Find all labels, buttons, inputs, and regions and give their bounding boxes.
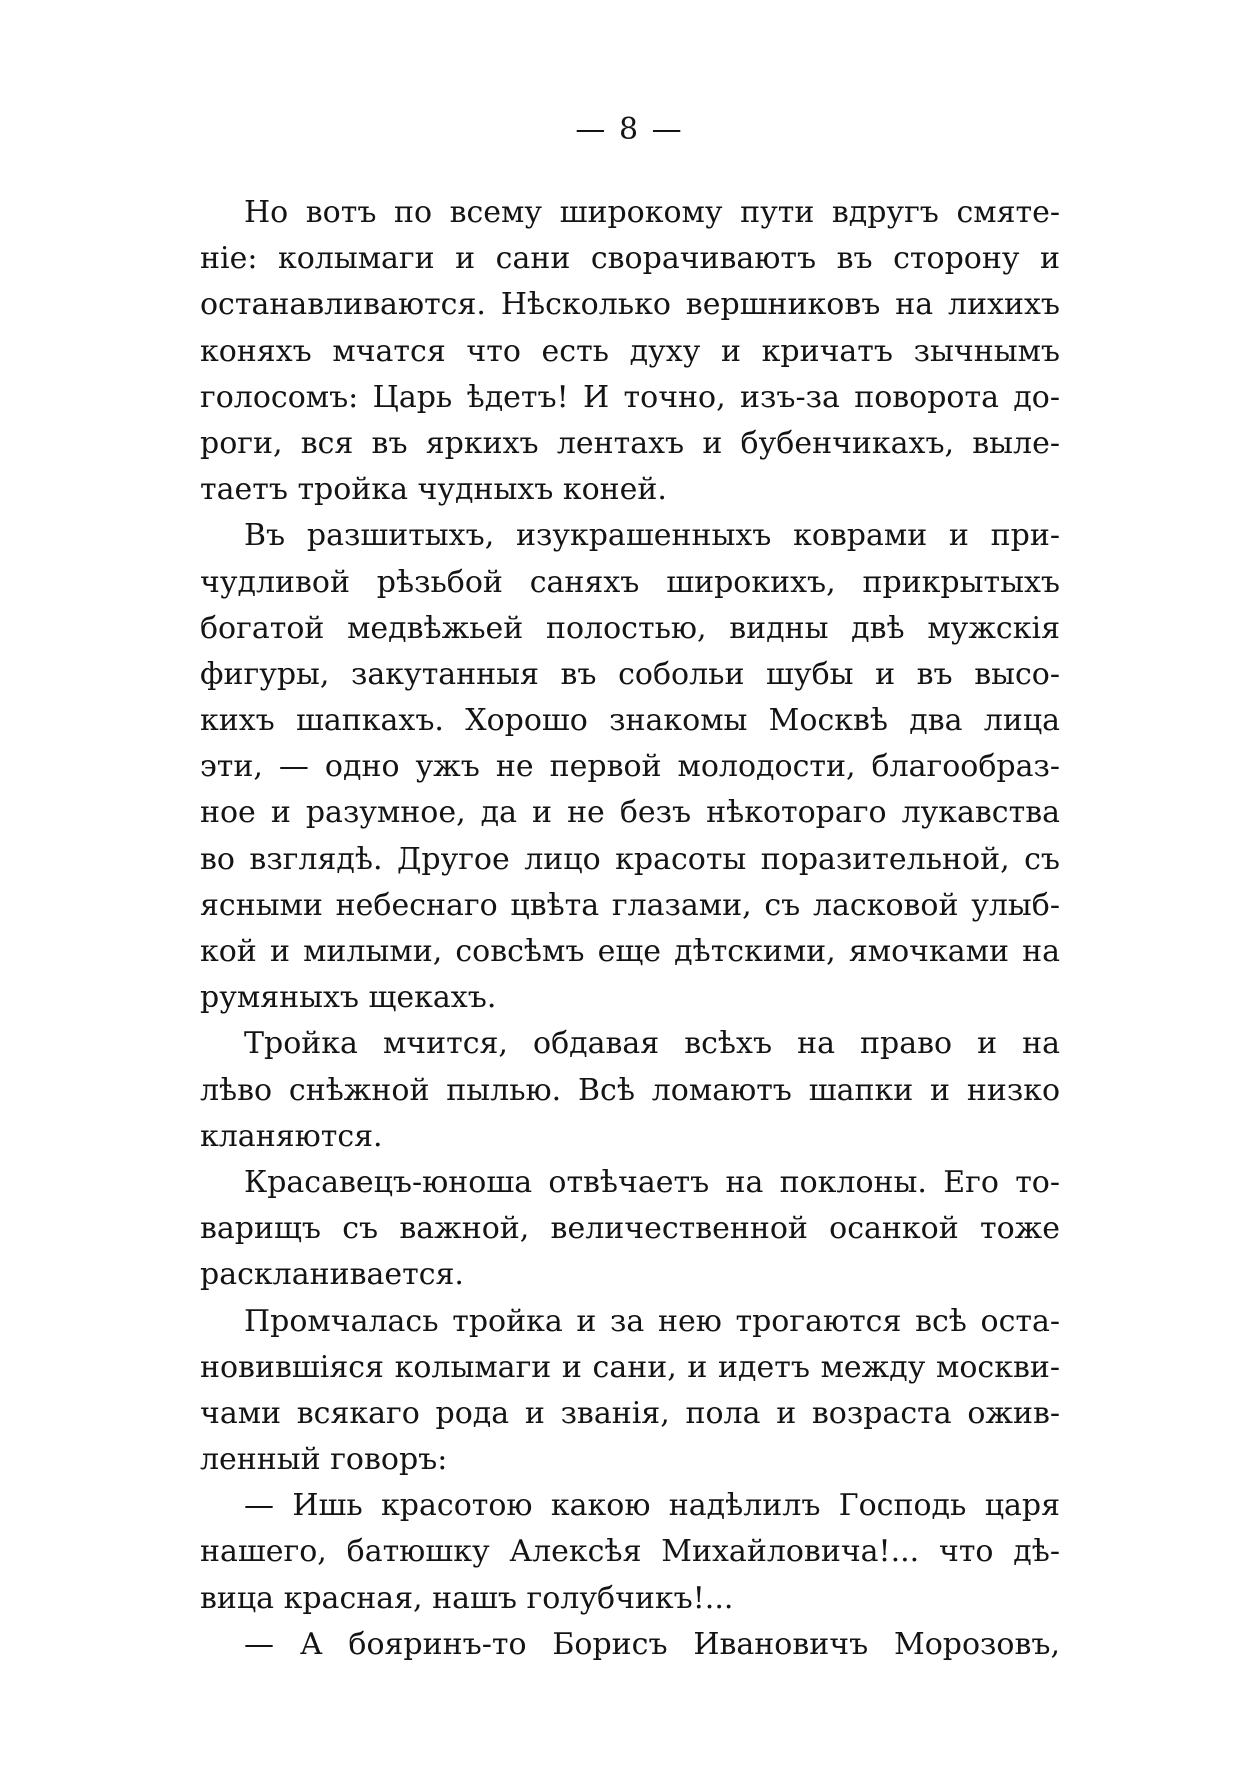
text-line: Промчалась тройка и за нею трогаются всѣ оста- (244, 1303, 1060, 1339)
text-line: румяныхъ щекахъ. (200, 980, 497, 1016)
paragraph (200, 1021, 1060, 1160)
text-line: коняхъ мчатся что есть духу и кричатъ зычнымъ (200, 333, 1060, 369)
text-line: кой и милыми, совсѣмъ еще дѣтскими, ямочками на (200, 934, 1060, 969)
text-line: чами всякаго рода и званія, пола и возраста ожив- (200, 1395, 1060, 1431)
text-line: Въ разшитыхъ, изукрашенныхъ коврами и при- (244, 518, 1060, 554)
text-line: нашего, батюшку Алексѣя Михайловича!... что дѣ- (200, 1534, 1060, 1570)
paragraph (200, 1160, 1060, 1299)
text-line: кланяются. (200, 1118, 383, 1154)
text-line: новившіяся колымаги и сани, и идетъ между москви- (200, 1349, 1060, 1385)
text-line: ленный говоръ: (200, 1442, 448, 1478)
text-line: богатой медвѣжьей полостью, видны двѣ мужскія (200, 610, 1060, 646)
text-line: вица красная, нашъ голубчикъ!... (200, 1580, 734, 1616)
text-line: чудливой рѣзьбой саняхъ широкихъ, прикрытыхъ (200, 564, 1060, 600)
text-line: лѣво снѣжной пылью. Всѣ ломаютъ шапки и низко (200, 1072, 1060, 1108)
text-line: ясными небеснаго цвѣта глазами, съ ласковой улыб- (200, 887, 1060, 923)
text-line: роги, вся въ яркихъ лентахъ и бубенчикахъ, выле- (200, 425, 1060, 461)
page-number: — 8 — (575, 112, 684, 147)
text-line: ное и разумное, да и не безъ нѣкотораго лукавства (200, 795, 1060, 831)
paragraph (200, 1299, 1060, 1484)
paragraph (200, 1483, 1060, 1622)
text-line: Но вотъ по всему широкому пути вдругъ смяте- (244, 195, 1060, 230)
text-line: эти, — одно ужъ не первой молодости, благообраз- (200, 749, 1060, 785)
text-line: Тройка мчится, обдавая всѣхъ на право и на (244, 1026, 1060, 1062)
paragraph (200, 190, 1060, 513)
text-line: останавливаются. Нѣсколько вершниковъ на лихихъ (200, 287, 1060, 323)
text-line: — Ишь красотою какою надѣлилъ Господь царя (244, 1488, 1060, 1524)
text-line: — А бояринъ-то Борисъ Ивановичъ Морозовъ, (244, 1626, 1060, 1662)
text-line: раскланивается. (200, 1257, 464, 1293)
paragraph (200, 1622, 1060, 1668)
body-text (200, 190, 1060, 1668)
text-line: Красавецъ-юноша отвѣчаетъ на поклоны. Его то- (244, 1164, 1060, 1200)
text-line: голосомъ: Царь ѣдетъ! И точно, изъ-за поворота до- (200, 379, 1060, 415)
paragraph (200, 513, 1060, 1021)
text-line: таетъ тройка чудныхъ коней. (200, 472, 667, 508)
text-line: кихъ шапкахъ. Хорошо знакомы Москвѣ два лица (200, 703, 1060, 739)
text-line: во взглядѣ. Другое лицо красоты поразительной, съ (200, 841, 1060, 877)
text-line: варищъ съ важной, величественной осанкой тоже (200, 1211, 1060, 1247)
text-line: фигуры, закутанныя въ собольи шубы и въ высо- (200, 656, 1060, 692)
text-line: ніе: колымаги и сани сворачиваютъ въ сторону и (200, 241, 1060, 277)
